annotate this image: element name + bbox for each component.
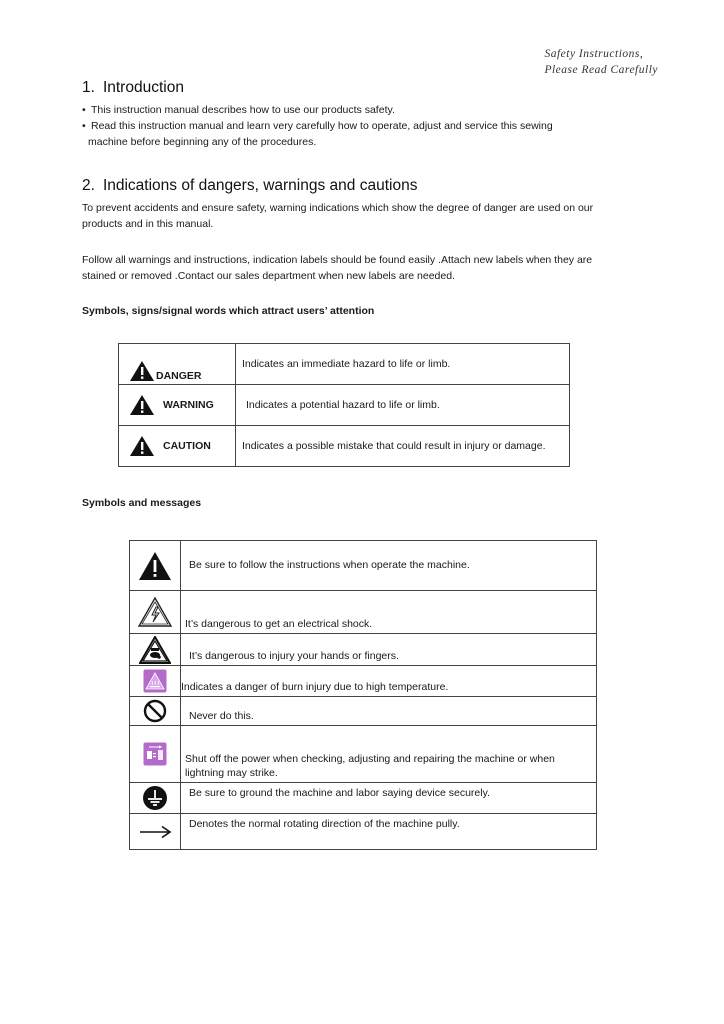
paragraph-line: stained or removed .Contact our sales department when new labels are needed. [82,270,455,282]
signal-description: Indicates a possible mistake that could result in injury or damage. [236,426,570,467]
signal-cell [119,385,236,426]
hand-injury-icon [139,636,171,664]
icon-cell [130,666,181,697]
header-line-1: Safety Instructions, [544,48,644,60]
section-number: 2. [82,177,95,194]
icon-cell [130,783,181,814]
icon-cell [130,591,181,634]
signal-description: Indicates an immediate hazard to life or limb. [236,344,570,385]
table-row [130,814,597,850]
signal-description [236,385,570,426]
table-row [119,344,570,385]
message-text: Denotes the normal rotating direction of the machine pully. [181,814,597,850]
message-text: Never do this. [181,697,597,726]
table-row [130,726,597,783]
table-row [119,385,570,426]
ground-icon [142,785,168,811]
list-item: • Read this instruction manual and learn very carefully how to operate, adjust and service this sewing [82,120,553,132]
paragraph [82,200,662,232]
signal-word: WARNING [163,399,214,411]
icon-cell [130,634,181,666]
message-text: Indicates a danger of burn injury due to high temperature. [181,666,597,697]
intro-bullets [82,102,662,150]
warning-triangle-icon [129,435,155,457]
bullet-text: This instruction manual describes how to use our products safety. [91,104,395,116]
header-line-2: Please Read Carefully [544,64,658,76]
signal-word: DANGER [156,370,202,382]
messages-heading-block [82,496,662,510]
prohibition-icon [143,699,167,723]
list-item: • This instruction manual describes how to use our products safety. [82,104,395,116]
paragraph [82,252,662,284]
table-row [130,666,597,697]
icon-cell [130,726,181,783]
section-number: 1. [82,79,95,96]
symbols-messages-table [129,540,597,850]
page-header [544,46,658,78]
paragraph-line: To prevent accidents and ensure safety, warning indications which show the degree of danger are used on our [82,202,594,214]
indications-section [82,176,662,318]
table-row [130,541,597,591]
section-title-text: Indications of dangers, warnings and cautions [102,177,418,194]
warning-triangle-icon [129,394,155,416]
section-title [82,176,662,196]
signal-description-text: Indicates a potential hazard to life or limb. [246,398,440,411]
paragraph-line: products and in this manual. [82,218,214,230]
electric-shock-icon [137,596,173,628]
message-text: Be sure to follow the instructions when operate the machine. [181,541,597,591]
warning-triangle-icon [129,360,155,382]
signal-words-table [118,343,570,467]
message-text: Shut off the power when checking, adjusting and repairing the machine or when lightning may strike. [181,726,597,783]
symbols-heading: Symbols, signs/signal words which attract users’ attention [82,305,375,317]
messages-heading: Symbols and messages [82,497,202,509]
section-title [82,78,662,98]
arrow-right-icon [138,825,172,839]
signal-word: CAUTION [163,440,211,452]
table-row [130,591,597,634]
section-title-text: Introduction [102,79,184,96]
signal-cell [119,426,236,467]
unplug-power-icon [143,742,167,766]
icon-cell [130,541,181,591]
table-row [130,697,597,726]
icon-cell [130,697,181,726]
paragraph-line: Follow all warnings and instructions, indication labels should be found easily .Attach new labels when they are [82,254,593,266]
message-text: Be sure to ground the machine and labor saying device securely. [181,783,597,814]
bullet-text: Read this instruction manual and learn very carefully how to operate, adjust and service this sewing [91,120,553,132]
bullet-text: machine before beginning any of the procedures. [88,136,317,148]
hot-surface-icon [143,669,167,693]
icon-cell [130,814,181,850]
message-text: It’s dangerous to injury your hands or fingers. [181,634,597,666]
warning-triangle-icon [138,551,172,581]
table-row [130,634,597,666]
list-item [82,134,662,150]
introduction-section [82,78,662,150]
message-text: It’s dangerous to get an electrical shock. [181,591,597,634]
signal-cell [119,344,236,385]
table-row [130,783,597,814]
table-row [119,426,570,467]
